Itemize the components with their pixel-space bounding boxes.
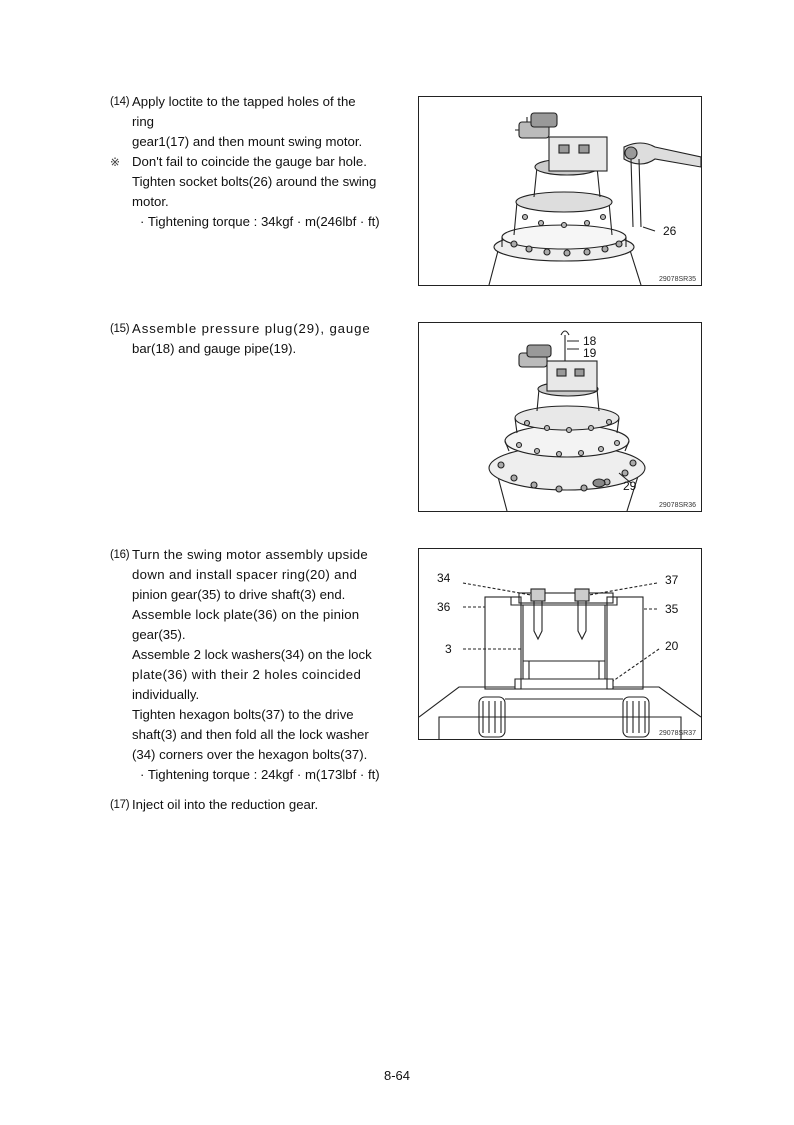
callout-label: 3	[445, 642, 452, 656]
step-15	[110, 319, 380, 359]
reference-mark-icon: ※	[110, 155, 121, 169]
figure-code: 29078SR35	[659, 276, 696, 283]
step-line: plate(36) with their 2 holes coincided	[132, 667, 362, 682]
figure-pinion-gear-section	[418, 548, 702, 740]
figure-swing-motor-mount	[418, 96, 702, 286]
callout-label: 18	[583, 334, 597, 348]
step-line: gear1(17) and then mount swing motor.	[132, 134, 363, 149]
step-line: gear(35).	[132, 627, 186, 642]
step-number: (14)	[110, 96, 130, 108]
callout-label: 19	[583, 346, 597, 360]
figure-gauge-bar-assembly	[418, 322, 702, 512]
callout-label: 26	[663, 224, 677, 238]
note-line: motor.	[132, 194, 169, 209]
torque-spec: · Tightening torque : 34kgf · m(246lbf · ft)	[140, 214, 380, 229]
step-line: Tighten hexagon bolts(37) to the drive	[132, 707, 354, 722]
step-line: down and install spacer ring(20) and	[132, 567, 358, 582]
step-line: individually.	[132, 687, 200, 702]
step-line: Inject oil into the reduction gear.	[132, 797, 319, 812]
step-line: Assemble pressure plug(29), gauge	[132, 321, 371, 336]
step-line: bar(18) and gauge pipe(19).	[132, 341, 297, 356]
step-line: Assemble lock plate(36) on the pinion	[132, 607, 360, 622]
figure-code: 29078SR37	[659, 730, 696, 737]
note-line: Don't fail to coincide the gauge bar hole.	[132, 154, 367, 169]
step-number: (17)	[110, 799, 130, 811]
step-line: (34) corners over the hexagon bolts(37).	[132, 747, 368, 762]
callout-label: 29	[623, 479, 637, 493]
step-line: Apply loctite to the tapped holes of the ring	[132, 94, 356, 129]
step-number: (16)	[110, 549, 130, 561]
torque-spec: · Tightening torque : 24kgf · m(173lbf · ft)	[140, 767, 380, 782]
step-14	[110, 92, 380, 232]
note-line: Tighten socket bolts(26) around the swing	[132, 174, 377, 189]
callout-label: 36	[437, 600, 451, 614]
callout-label: 34	[437, 571, 451, 585]
figure-code: 29078SR36	[659, 502, 696, 509]
step-number: (15)	[110, 323, 130, 335]
callout-label: 37	[665, 573, 679, 587]
callout-label: 20	[665, 639, 679, 653]
step-line: Turn the swing motor assembly upside	[132, 547, 369, 562]
page-number: 8-64	[383, 1068, 411, 1083]
step-16	[110, 545, 380, 785]
step-17	[110, 795, 380, 815]
callout-label: 35	[665, 602, 679, 616]
step-line: pinion gear(35) to drive shaft(3) end.	[132, 587, 346, 602]
step-line: Assemble 2 lock washers(34) on the lock	[132, 647, 372, 662]
step-line: shaft(3) and then fold all the lock washer	[132, 727, 369, 742]
